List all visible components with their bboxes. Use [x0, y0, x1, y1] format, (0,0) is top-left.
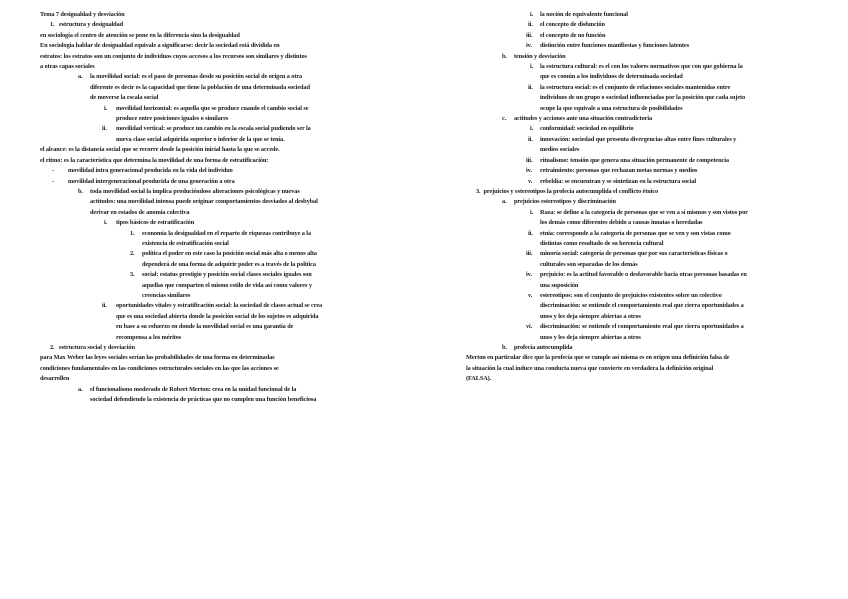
list-item	[466, 197, 814, 207]
list-item	[466, 291, 814, 301]
section-heading	[466, 187, 814, 197]
list-marker: b.	[502, 344, 507, 351]
list-text: prejuicios estereotipos y discriminación	[514, 198, 616, 206]
list-text: oportunidades vitales y estratificación social: la sociedad de clases actual se crea	[116, 302, 323, 310]
paragraph-line: la situación la cual induce una conducta nueva que convierte en verdadera la definición original	[466, 364, 714, 372]
list-marker: iii.	[526, 250, 533, 258]
list-marker: a.	[78, 73, 83, 81]
list-marker: ii.	[528, 21, 533, 29]
list-item	[466, 52, 814, 62]
paragraph-line: en sociología el centro de atención se pone en la diferencia sino la desigualdad	[40, 31, 240, 39]
list-text: economía la desigualdad en el reparto de riquezas contribuye a la	[142, 229, 311, 237]
list-item	[466, 249, 814, 259]
list-item	[40, 301, 390, 311]
list-text: el concepto de no función	[540, 31, 606, 39]
list-marker: iv.	[526, 167, 532, 175]
list-item	[40, 124, 390, 134]
list-text: movilidad horizontal: es aquella que se produce cuando el cambio social se	[116, 104, 309, 112]
list-text: movilidad vertical: se produce un cambio en la escala social pudiendo ser la	[116, 125, 311, 133]
numbered-item	[40, 249, 390, 259]
list-item-cont: medios sociales	[540, 146, 580, 154]
list-item	[466, 343, 814, 353]
list-item-cont: recompensa a los méritos	[116, 333, 182, 341]
list-text: discriminación: se entiende el comportamiento real que cierra oportunidades a	[540, 323, 744, 331]
list-text: el funcionalismo moderado de Robert Merton: crea en la unidad funcional de la	[90, 385, 297, 393]
list-text: distinción entre funciones manifiestas y funciones latentes	[540, 42, 689, 50]
list-text: la movilidad social: es el paso de personas desde su posición social de origen a otra	[90, 73, 303, 81]
list-marker: iii.	[526, 156, 533, 164]
list-text: actitudes y acciones ante una situación contradictoria	[514, 115, 653, 123]
bullet-item	[40, 166, 390, 176]
list-item	[466, 322, 814, 332]
list-marker: i.	[530, 125, 534, 133]
list-item	[40, 104, 390, 114]
list-marker: ii.	[102, 302, 107, 310]
list-marker: i.	[530, 11, 534, 18]
left-column	[40, 10, 390, 405]
list-item	[466, 229, 814, 239]
list-item-cont: diferente es decir es la capacidad que tiene la población de una determinada sociedad	[90, 83, 310, 91]
list-text: conformidad: sociedad en equilibrio	[540, 125, 634, 133]
list-item-cont: individuos de un grupo o sociedad influenciadas por la posición que cada sujeto	[540, 94, 746, 102]
list-text: la estructura cultural: es el con los valores normativos que con que gobierna la	[540, 63, 743, 71]
list-text: tipos básicos de estratificación	[116, 219, 195, 227]
list-text: toda movilidad social la implica produciéndose alteraciones psicológicas y nuevas	[90, 187, 300, 195]
list-item-cont: una suposición	[540, 281, 579, 289]
paragraph-line: Merton en particular dice que la profecía que se cumple así misma es en origen una definición falsa de	[466, 354, 730, 362]
right-column	[466, 10, 814, 385]
list-item-cont: discriminación: se entiende el comportamiento real que cierra oportunidades a	[540, 302, 744, 310]
list-marker: 1.	[130, 229, 135, 237]
list-item-cont: culturales son separadas de los demás	[540, 260, 638, 268]
list-marker: ii.	[528, 135, 533, 143]
list-marker: i.	[530, 63, 534, 71]
dash-marker: -	[52, 167, 54, 175]
list-marker: 2.	[50, 344, 55, 351]
list-item	[466, 83, 814, 93]
list-item-cont: unos y les deja siempre abiertas a otros	[540, 333, 641, 341]
list-text: tensión y desviación	[514, 52, 566, 60]
numbered-item	[40, 229, 390, 239]
list-item-cont: existencia de estratificación social	[142, 239, 229, 247]
list-item	[466, 62, 814, 72]
list-item	[466, 114, 814, 124]
paragraph-line: para Max Weber las leyes sociales serían las probabilidades de una forma en determinadas	[40, 354, 275, 362]
paragraph-line: el alcance: es la distancia social que se recorre desde la posición inicial hasta la que se accede.	[40, 146, 280, 154]
list-marker: v.	[528, 291, 533, 299]
list-marker: i.	[104, 104, 108, 112]
paragraph-line: En sociología hablar de desigualdad equivale a significarse: decir la sociedad está dividida en	[40, 42, 280, 50]
list-item-cont: actitudes: una movilidad intensa puede originar comportamientos desviados al desbybal	[90, 198, 318, 206]
list-marker: i.	[530, 208, 534, 216]
paragraph-line: desarrollen	[40, 375, 70, 383]
list-item-cont: en base a su esfuerzo en donde la movilidad social es una garantía de	[116, 323, 294, 331]
list-text: etnia: corresponde a la categoría de personas que se ven y son vistas como	[540, 229, 731, 237]
list-marker: v.	[528, 177, 533, 185]
list-item	[40, 72, 390, 82]
list-marker: a.	[78, 385, 83, 393]
list-item	[466, 124, 814, 134]
list-item-cont: nueva clase social adquirida superior o inferior de la que se tenía.	[116, 135, 285, 143]
list-marker: i.	[104, 219, 108, 227]
list-item-cont: los demás como diferentes debido a causas innatas o heredadas	[540, 219, 703, 227]
paragraph-line: el ritmo: es la característica que determina la movilidad de una forma de estratificación:	[40, 156, 269, 164]
list-text: la estructura social: es el conjunto de relaciones sociales mantenidas entre	[540, 83, 731, 91]
list-marker: iv.	[526, 42, 532, 50]
list-text: rebeldía: se encuentran y se sintetizan en la estructura social	[540, 177, 697, 185]
list-item-cont: distintas como resultado de su herencia cultural	[540, 239, 664, 247]
list-item-cont: dependerá de una forma de adquirir poder es a través de la política	[142, 260, 316, 268]
list-text: la noción de equivalente funcional	[540, 11, 628, 18]
list-text: Raza: se define a la categoría de personas que se ven a sí mismos y son vistos por	[540, 208, 748, 216]
list-item	[40, 218, 390, 228]
list-marker: ii.	[528, 229, 533, 237]
list-item-cont: produce entre posiciones iguales o similares	[116, 115, 229, 123]
list-item	[466, 135, 814, 145]
list-marker: ii.	[102, 125, 107, 133]
list-item-cont: que es común a los individuos de determinada sociedad	[540, 73, 683, 81]
section-heading	[40, 343, 390, 353]
list-text: profecía autocumplida	[514, 344, 573, 351]
list-item-cont: derivar en estados de anomia colectiva	[90, 208, 190, 216]
list-item	[40, 385, 390, 395]
document-title: Tema 7 desigualdad y desviación	[40, 11, 125, 18]
list-text: retraimiento: personas que rechazan metas normas y medios	[540, 167, 698, 175]
heading-text: estructura social y desviación	[58, 344, 135, 351]
list-item-cont: unos y les deja siempre abiertas a otros	[540, 312, 641, 320]
list-item	[40, 187, 390, 197]
dash-marker: -	[52, 177, 54, 185]
list-marker: 3.	[476, 187, 481, 195]
list-marker: b.	[78, 187, 83, 195]
paragraph-line: (FALSA).	[466, 375, 492, 383]
list-item	[466, 31, 814, 41]
list-text: estereotipos: son el conjunto de prejuicios existentes sobre un colectivo	[540, 291, 722, 299]
heading-text: estructura y desigualdad	[58, 21, 124, 29]
list-marker: 1.	[50, 21, 55, 29]
list-item-cont: creencias similares	[142, 291, 191, 299]
list-item	[466, 20, 814, 30]
list-text: política el poder en este caso la posición social más alta o menos alta	[142, 250, 317, 258]
list-item	[466, 166, 814, 176]
list-text: innovación: sociedad que presenta divergencias altas entre fines culturales y	[540, 135, 737, 143]
list-item	[466, 270, 814, 280]
numbered-item	[40, 270, 390, 280]
list-item-cont: ocupe la que equivale a una estructura de posibilidades	[540, 104, 683, 112]
list-text: ritualismo: tensión que genera una situación permanente de competencia	[540, 156, 729, 164]
list-marker: 2.	[130, 250, 135, 258]
list-item-cont: sociedad defendiendo la existencia de prácticas que no cumplen una función beneficiosa	[90, 396, 317, 404]
list-item-cont: de moverse la escala social	[90, 94, 159, 102]
list-marker: 3.	[130, 271, 135, 279]
list-text: movilidad intra generacional producida en la vida del individuo	[68, 167, 233, 175]
paragraph-line: a otras capas sociales	[40, 63, 95, 71]
list-text: el concepto de disfunción	[540, 21, 605, 29]
list-item-cont: que es una sociedad abierta donde la posición social de los sujetos es adquirida	[116, 312, 319, 320]
list-item	[466, 41, 814, 51]
list-item	[466, 208, 814, 218]
list-text: social: estatus prestigio y posición social clases sociales iguales son	[142, 271, 312, 279]
list-item	[466, 10, 814, 20]
heading-text: prejuicios y estereotipos la profecía autocumplida el conflicto étnico	[483, 187, 659, 195]
list-text: minoría social: categoría de personas que por sus características físicas o	[540, 250, 728, 258]
list-marker: iv.	[526, 271, 532, 279]
paragraph-line: condiciones fundamentales en las condiciones estructurales sociales en las que las acciones se	[40, 364, 279, 372]
list-text: prejuicio: es la actitud favorable o desfavorable hacia otras personas basadas en	[540, 271, 747, 279]
paragraph-line: estratos: los estratos son un conjunto de individuos cuyos accesos a los recursos son similares y distintos	[40, 52, 307, 60]
list-marker: c.	[502, 115, 507, 123]
list-item	[466, 156, 814, 166]
list-marker: ii.	[528, 83, 533, 91]
list-text: movilidad intergeneracional producida de una generación a otra	[68, 177, 235, 185]
bullet-item	[40, 177, 390, 187]
list-marker: iii.	[526, 31, 533, 39]
section-heading	[40, 20, 390, 30]
list-item-cont: aquellas que comparten el mismo estilo de vida así como valores y	[142, 281, 312, 289]
list-item	[466, 177, 814, 187]
list-marker: a.	[502, 198, 507, 206]
list-marker: vi.	[526, 323, 533, 331]
list-marker: b.	[502, 52, 507, 60]
